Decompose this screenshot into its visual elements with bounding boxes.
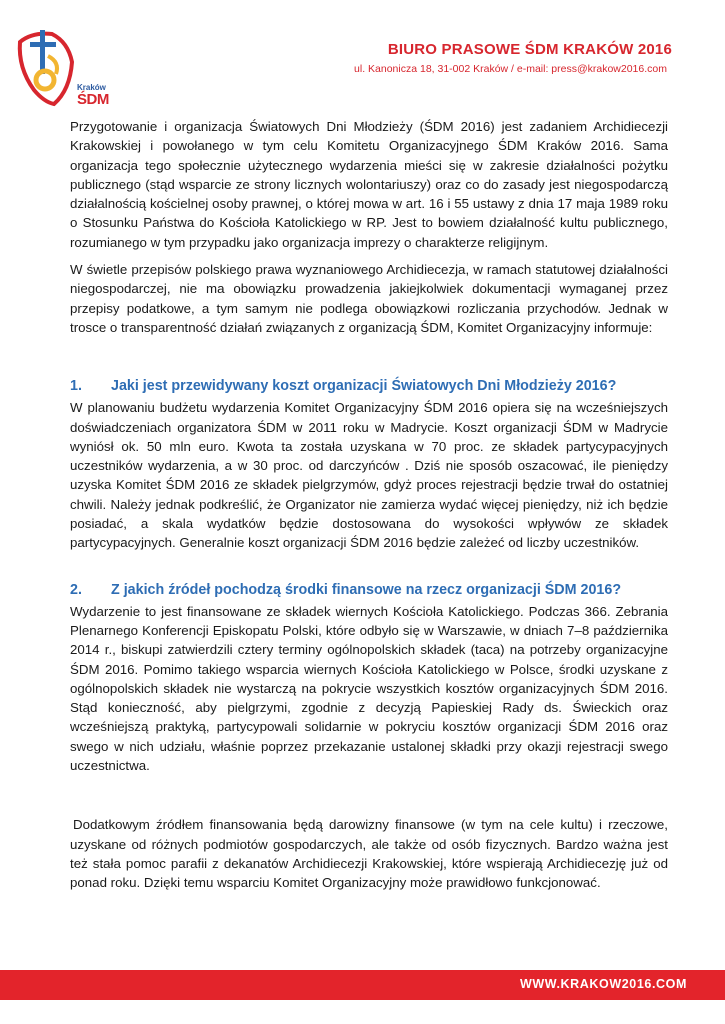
logo-text xyxy=(77,83,109,108)
section-1-text: W planowaniu budżetu wydarzenia Komitet Organizacyjny ŚDM 2016 opiera się na wcześniejszych doświadczeniach organizatora ŚDM w 2011 roku w Madrycie. Koszt organizacji ŚDM w Madrycie wyniósł ok. 50 mln euro. Kwota ta została uzyskana w 70 proc. ze składek partycypacyjnych uczestników wydarzenia, a w 30 proc. od darczyńców . Dziś nie sposób oszacować, ile pieniędzy uzyska Komitet ŚDM 2016 ze składek pielgrzymów, gdyż proces rejestracji będzie trwał do ostatniej chwili. Należy jednak podkreślić, że Organizator nie zamierza wydać więcej pieniędzy, niż ich będzie posiadać, a skala wydatków będzie dostosowana do wysokości wpływów ze składek partycypacyjnych. Generalnie koszt organizacji ŚDM 2016 będzie zależeć od liczby uczestników. xyxy=(70,400,668,551)
legal-paragraph: W świetle przepisów polskiego prawa wyznaniowego Archidiecezja, w ramach statutowej działalności niegospodarczej, nie ma obowiązku prowadzenia jakiejkolwiek dokumentacji wymaganej przez przepisy podatkowe, a tym samym nie podlega obowiązkowi rozliczania przychodów. Jednak w trosce o transparentność działań związanych z organizacją ŚDM, Komitet Organizacyjny informuje: xyxy=(70,262,668,335)
logo-cross-vertical xyxy=(40,30,45,74)
section-2-heading xyxy=(70,580,668,600)
section-2-number: 2. xyxy=(70,581,82,598)
section-2-text: Wydarzenie to jest finansowane ze składek wiernych Kościoła Katolickiego. Podczas 366. Zebrania Plenarnego Konferencji Episkopatu Polski, które odbyło się w Warszawie, w dniach 7–8 października 2014 r., biskupi zatwierdzili cztery terminy ogólnopolskich składek (taca) na potrzeby organizacyjne ŚDM 2016. Pomimo takiego wsparcia wiernych Kościoła Katolickiego w Polsce, środki uzyskane z ogólnopolskich składek nie wystarczą na pokrycie wszystkich kosztów organizacyjnych ŚDM 2016. Stąd konieczność, aby pielgrzymi, zgodnie z decyzją Papieskiej Rady ds. Świeckich oraz wcześniejszą praktyką, partycypowali solidarnie w pokryciu kosztów organizacji ŚDM 2016 oraz swego w nich udziału, właśnie poprzez przekazanie ustalonej składki przy okazji rejestracji swego uczestnictwa. xyxy=(70,603,668,774)
additional-funding-paragraph: Dodatkowym źródłem finansowania będą darowizny finansowe (w tym na cele kultu) i rzeczowe, uzyskane od różnych podmiotów gospodarczych, ale także od osób fizycznych. Bardzo ważna jest też stała pomoc parafii z dekanatów Archidiecezji Krakowskiej, które wspierają Archidiecezję już od ponad roku. Dzięki temu wsparciu Komitet Organizacyjny może prawidłowo funkcjonować. xyxy=(70,817,668,891)
footer-bar xyxy=(0,970,725,1000)
logo-city: Kraków xyxy=(77,83,106,92)
logo-cross-horizontal xyxy=(30,42,56,47)
intro-paragraph: Przygotowanie i organizacja Światowych Dni Młodzieży (ŚDM 2016) jest zadaniem Archidiecezji Krakowskiej i powołanego w tym celu Komitetu Organizacyjnego ŚDM Kraków 2016. Sama organizacja tego społecznie użytecznego wydarzenia mieści się w zakresie działalności pożytku publicznego (stąd wsparcie ze strony licznych wolontariuszy) oraz co do zasady jest niegospodarczą działalnością kościelnej osoby prawnej, o której mowa w art. 16 i 55 ustawy z dnia 17 maja 1989 roku o Stosunku Państwa do Kościoła Katolickiego w RP. Jest to bowiem działalność kultu publicznego, rozumianego w tym przypadku jako organizacja imprezy o charakterze religijnym. xyxy=(70,119,668,250)
section-2-title: Z jakich źródeł pochodzą środki finansowe na rzecz organizacji ŚDM 2016? xyxy=(111,581,622,598)
logo-sdm: ŚDM xyxy=(77,91,109,108)
wyd-krakow-logo xyxy=(12,28,127,108)
section-1-title: Jaki jest przewidywany koszt organizacji Światowych Dni Młodzieży 2016? xyxy=(111,378,617,395)
section-1-number: 1. xyxy=(70,378,82,395)
footer-website-link[interactable]: WWW.KRAKOW2016.COM xyxy=(519,977,687,991)
document-body xyxy=(70,117,668,893)
page-header xyxy=(0,0,725,110)
press-office-title: BIURO PRASOWE ŚDM KRAKÓW 2016 xyxy=(387,41,672,58)
press-office-address: ul. Kanonicza 18, 31-002 Kraków / e-mail: press@krakow2016.com xyxy=(354,63,667,75)
section-1-heading xyxy=(70,376,668,396)
wyd-logo-icon xyxy=(12,28,127,108)
